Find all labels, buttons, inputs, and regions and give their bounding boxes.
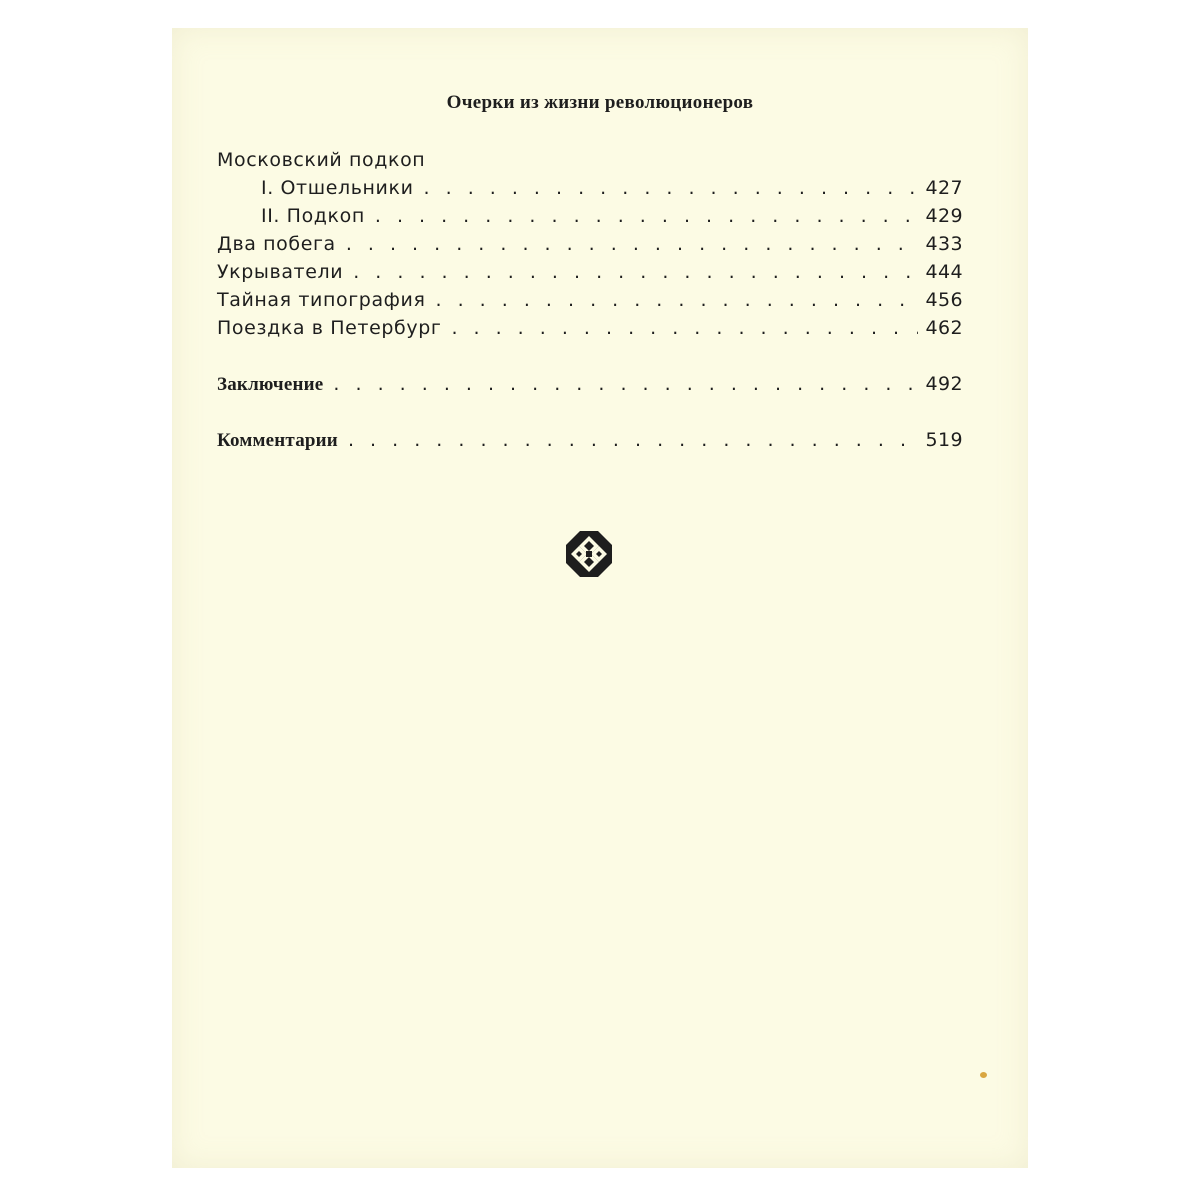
dot-leader	[348, 426, 918, 454]
toc-page-number: 433	[925, 233, 963, 255]
section-heading: Очерки из жизни революционеров	[446, 92, 754, 113]
toc-label: Поездка в Петербург	[217, 317, 442, 339]
toc-label: Два побега	[217, 233, 336, 255]
dot-leader	[436, 286, 918, 314]
toc-page-number: 444	[925, 261, 963, 283]
toc-subentry-tunnel	[217, 202, 963, 230]
dot-leader	[353, 258, 917, 286]
paper-stain	[980, 1072, 987, 1078]
book-page	[172, 28, 1028, 1168]
toc-label: Комментарии	[217, 430, 338, 451]
toc-label: I. Отшельники	[261, 177, 414, 199]
toc-page-number: 429	[925, 205, 963, 227]
dot-leader	[346, 230, 918, 258]
toc-page-number: 456	[925, 289, 963, 311]
toc-page-number: 462	[925, 317, 963, 339]
toc-label: Московский подкоп	[217, 149, 426, 171]
toc-entry-secret-press	[217, 286, 963, 314]
decorative-knot-ornament-icon	[566, 531, 612, 577]
toc-subentry-hermits	[217, 174, 963, 202]
toc-label: Тайная типография	[217, 289, 426, 311]
dot-leader	[333, 370, 917, 398]
toc-label: Заключение	[217, 374, 324, 395]
toc-label: II. Подкоп	[261, 205, 365, 227]
toc-entry-two-escapes	[217, 230, 963, 258]
toc-page-number: 492	[925, 373, 963, 395]
table-of-contents	[217, 146, 963, 454]
toc-entry-comments	[217, 426, 963, 454]
toc-page-number: 427	[925, 177, 963, 199]
toc-group-title	[217, 146, 963, 174]
dot-leader	[424, 174, 918, 202]
dot-leader	[451, 314, 917, 342]
toc-entry-conclusion	[217, 370, 963, 398]
toc-page-number: 519	[925, 429, 963, 451]
toc-label: Укрыватели	[217, 261, 344, 283]
toc-entry-trip-to-petersburg	[217, 314, 963, 342]
toc-entry-harborers	[217, 258, 963, 286]
dot-leader	[375, 202, 918, 230]
